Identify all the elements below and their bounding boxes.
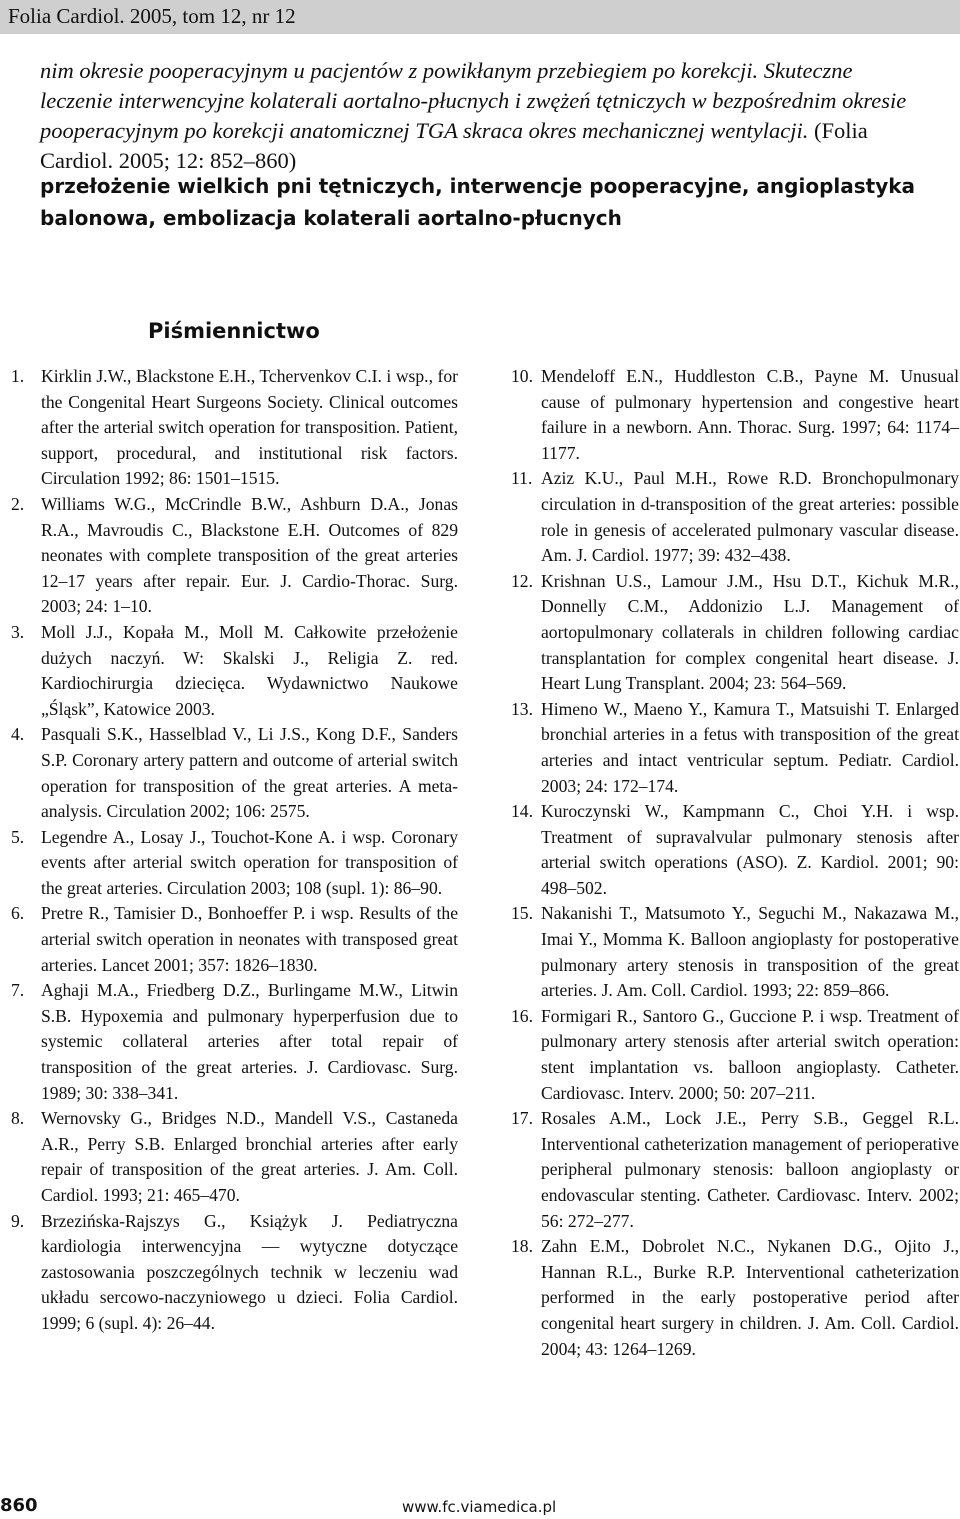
reference-text: Pasquali S.K., Hasselblad V., Li J.S., Kong D.F., Sanders S.P. Coronary artery pattern and outcome of arterial switch operation for transposition of the great arteries. A meta-analysis. Circulation 2002; 106: 2575.	[41, 724, 458, 822]
reference-text: Aghaji M.A., Friedberg D.Z., Burlingame M.W., Litwin S.B. Hypoxemia and pulmonary hyperperfusion due to systemic collateral arteries after total repair of transposition of the great arteries. J. Cardiovasc. Surg. 1989; 30: 338–341.	[41, 980, 458, 1103]
reference-text: Rosales A.M., Lock J.E., Perry S.B., Geggel R.L. Interventional catheterization management of perioperative peripheral pulmonary stenosis: balloon angioplasty or endovascular stenting. Catheter. Cardiovasc. Interv. 2002; 56: 272–277.	[541, 1108, 959, 1231]
reference-number: 11.	[511, 468, 533, 489]
reference-item	[511, 466, 959, 568]
keywords: przełożenie wielkich pni tętniczych, interwencje pooperacyjne, angioplastyka balonowa, embolizacja kolaterali aortalno-płucnych	[40, 174, 916, 230]
reference-item	[11, 722, 458, 824]
reference-item	[511, 901, 959, 1003]
reference-item	[511, 1234, 959, 1362]
reference-item	[511, 364, 959, 466]
footer-url: www.fc.viamedica.pl	[402, 1498, 557, 1516]
abstract-citation: (Folia Cardiol. 2005; 12: 852–860)	[40, 118, 868, 173]
reference-text: Himeno W., Maeno Y., Kamura T., Matsuishi T. Enlarged bronchial arteries in a fetus with transposition of the great arteries and intact ventricular septum. Pediatr. Cardiol. 2003; 24: 172–174.	[541, 698, 959, 796]
reference-text: Aziz K.U., Paul M.H., Rowe R.D. Bronchopulmonary circulation in d-transposition of the great arteries: possible role in genesis of accelerated pulmonary vascular disease. Am. J. Cardiol. 1977; 39: 432–438.	[541, 468, 959, 566]
reference-number: 7.	[11, 980, 25, 1001]
reference-text: Nakanishi T., Matsumoto Y., Seguchi M., Nakazawa M., Imai Y., Momma K. Balloon angioplasty for postoperative pulmonary artery stenosis in transposition of the great arteries. J. Am. Coll. Cardiol. 1993; 22: 859–866.	[541, 903, 959, 1001]
reference-text: Pretre R., Tamisier D., Bonhoeffer P. i wsp. Results of the arterial switch operation in neonates with transposed great arteries. Lancet 2001; 357: 1826–1830.	[41, 903, 458, 975]
reference-number: 15.	[511, 903, 533, 924]
reference-item	[11, 978, 458, 1106]
reference-item	[511, 1004, 959, 1106]
reference-number: 1.	[11, 366, 25, 386]
reference-item	[511, 697, 959, 799]
references-title: Piśmiennictwo	[148, 319, 320, 343]
reference-item	[511, 1106, 959, 1234]
reference-text: Formigari R., Santoro G., Guccione P. i wsp. Treatment of pulmonary artery stenosis after arterial switch operation: stent implantation vs. balloon angioplasty. Catheter. Cardiovasc. Interv. 2000; 50: 207–211.	[541, 1005, 959, 1103]
reference-number: 6.	[11, 903, 25, 924]
reference-number: 18.	[511, 1236, 533, 1257]
page-number: 860	[0, 1495, 38, 1516]
references-column-left	[11, 364, 458, 1337]
reference-item	[11, 1209, 458, 1337]
abstract-italic-text: nim okresie pooperacyjnym u pacjentów z powikłanym przebiegiem po korekcji. Skuteczne leczenie interwencyjne kolaterali aortalno-płucnych i zwężeń tętniczych w bezpośrednim okresie pooperacyjnym po korekcji anatomicznej TGA skraca okres mechanicznej wentylacji.	[40, 58, 907, 143]
reference-text: Zahn E.M., Dobrolet N.C., Nykanen D.G., Ojito J., Hannan R.L., Burke R.P. Interventional catheterization performed in the early postoperative period after congenital heart surgery in children. J. Am. Coll. Cardiol. 2004; 43: 1264–1269.	[541, 1236, 959, 1359]
reference-number: 17.	[511, 1108, 533, 1129]
reference-text: Brzezińska-Rajszys G., Książyk J. Pediatryczna kardiologia interwencyjna — wytyczne dotyczące zastosowania poszczególnych technik w leczeniu wad układu sercowo-naczyniowego u dzieci. Folia Cardiol. 1999; 6 (supl. 4): 26–44.	[41, 1210, 458, 1333]
reference-number: 9.	[11, 1210, 25, 1231]
reference-item	[11, 825, 458, 902]
reference-number: 14.	[511, 801, 533, 822]
references-column-right	[511, 364, 959, 1362]
reference-number: 5.	[11, 826, 25, 847]
reference-text: Krishnan U.S., Lamour J.M., Hsu D.T., Kichuk M.R., Donnelly C.M., Addonizio L.J. Management of aortopulmonary collaterals in children following cardiac transplantation for complex congenital heart disease. J. Heart Lung Transplant. 2004; 23: 564–569.	[541, 570, 959, 694]
reference-item	[11, 620, 458, 722]
journal-header-text: Folia Cardiol. 2005, tom 12, nr 12	[8, 4, 296, 28]
reference-item	[511, 799, 959, 901]
reference-text: Moll J.J., Kopała M., Moll M. Całkowite przełożenie dużych naczyń. W: Skalski J., Religia Z. red. Kardiochirurgia dziecięca. Wydawnictwo Naukowe „Śląsk”, Katowice 2003.	[41, 621, 458, 719]
reference-text: Legendre A., Losay J., Touchot-Kone A. i wsp. Coronary events after arterial switch operation for transposition of the great arteries. Circulation 2003; 108 (supl. 1): 86–90.	[41, 826, 458, 898]
reference-number: 4.	[11, 724, 25, 745]
reference-text: Kuroczynski W., Kampmann C., Choi Y.H. i wsp. Treatment of supravalvular pulmonary stenosis after arterial switch operations (ASO). Z. Kardiol. 2001; 90: 498–502.	[541, 801, 959, 898]
reference-text: Kirklin J.W., Blackstone E.H., Tchervenkov C.I. i wsp., for the Congenital Heart Surgeons Society. Clinical outcomes after the arterial switch operation for transposition. Patient, support, procedural, and institutional risk factors. Circulation 1992; 86: 1501–1515.	[41, 366, 458, 489]
reference-number: 3.	[11, 621, 25, 642]
reference-text: Wernovsky G., Bridges N.D., Mandell V.S., Castaneda A.R., Perry S.B. Enlarged bronchial arteries after early repair of transposition of the great arteries. J. Am. Coll. Cardiol. 1993; 21: 465–470.	[41, 1108, 458, 1205]
reference-item	[11, 492, 458, 620]
reference-number: 13.	[511, 698, 533, 719]
reference-number: 8.	[11, 1108, 25, 1129]
reference-item	[11, 901, 458, 978]
reference-number: 16.	[511, 1005, 533, 1026]
reference-item	[11, 1106, 458, 1208]
reference-number: 12.	[511, 570, 533, 591]
reference-number: 10.	[511, 366, 533, 386]
reference-number: 2.	[11, 493, 25, 514]
abstract-conclusion	[40, 56, 920, 176]
reference-item	[11, 364, 458, 492]
journal-header-bar	[0, 0, 960, 34]
reference-text: Mendeloff E.N., Huddleston C.B., Payne M. Unusual cause of pulmonary hypertension and congestive heart failure in a newborn. Ann. Thorac. Surg. 1997; 64: 1174–1177.	[541, 366, 959, 463]
reference-item	[511, 569, 959, 697]
reference-text: Williams W.G., McCrindle B.W., Ashburn D.A., Jonas R.A., Mavroudis C., Blackstone E.H. Outcomes of 829 neonates with complete transposition of the great arteries 12–17 years after repair. Eur. J. Cardio-Thorac. Surg. 2003; 24: 1–10.	[41, 493, 458, 617]
